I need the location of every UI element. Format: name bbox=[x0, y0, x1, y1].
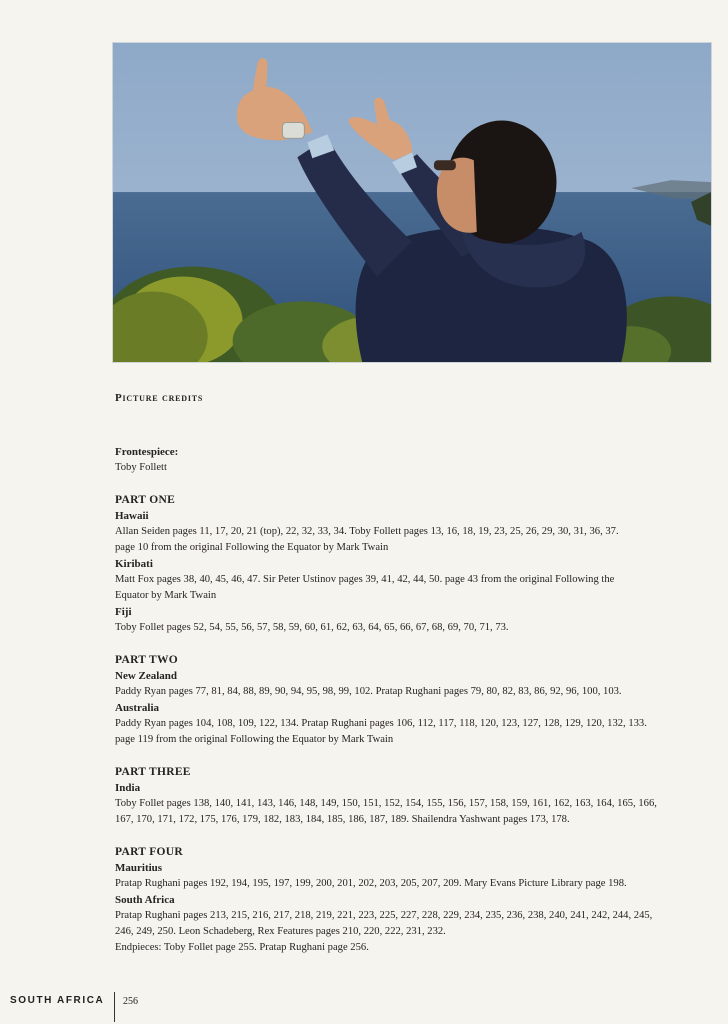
region-name: Mauritius bbox=[115, 862, 163, 874]
region-name: Fiji bbox=[115, 606, 132, 618]
region-name: Australia bbox=[115, 702, 159, 714]
credit-part bbox=[115, 652, 720, 748]
region-name: Hawaii bbox=[115, 510, 149, 522]
credit-part bbox=[115, 844, 720, 956]
credit-line: page 119 from the original Following the Equator by Mark Twain bbox=[115, 734, 394, 745]
credit-line: 246, 249, 250. Leon Schadeberg, Rex Features pages 210, 220, 222, 231, 232. bbox=[115, 926, 446, 937]
credit-line: page 10 from the original Following the Equator by Mark Twain bbox=[115, 542, 389, 553]
credit-line: Endpieces: Toby Follet page 255. Pratap Rughani page 256. bbox=[115, 942, 369, 953]
credit-parts bbox=[115, 492, 720, 956]
picture-credits-section bbox=[115, 392, 720, 956]
credit-line: Allan Seiden pages 11, 17, 20, 21 (top), 22, 32, 33, 34. Toby Follett pages 13, 16, 18, 19, 23, 25, 26, 29, 30, 31, 36, 37. bbox=[115, 526, 619, 537]
credit-line: Equator by Mark Twain bbox=[115, 590, 217, 601]
man-giving-thumbs-up-photo bbox=[112, 42, 712, 363]
credit-line: Paddy Ryan pages 104, 108, 109, 122, 134. Pratap Rughani pages 106, 112, 117, 118, 120, 123, 127, 128, 129, 120, 132, 133. bbox=[115, 718, 647, 729]
region-name: New Zealand bbox=[115, 670, 178, 682]
credit-line: Pratap Rughani pages 192, 194, 195, 197, 199, 200, 201, 202, 203, 205, 207, 209. Mary Evans Picture Library page 198. bbox=[115, 878, 627, 889]
part-title: PART THREE bbox=[115, 766, 191, 778]
region-name: South Africa bbox=[115, 894, 175, 906]
photo-illustration bbox=[113, 43, 711, 362]
picture-credits-title: Picture credits bbox=[115, 392, 204, 404]
part-title: PART FOUR bbox=[115, 846, 183, 858]
part-title: PART TWO bbox=[115, 654, 179, 666]
region-name: India bbox=[115, 782, 141, 794]
credit-line: Toby Follet pages 138, 140, 141, 143, 146, 148, 149, 150, 151, 152, 154, 155, 156, 157, 158, 159, 161, 162, 163, 164, 165, 166, bbox=[115, 798, 657, 809]
footer-section-title: SOUTH AFRICA bbox=[10, 995, 105, 1006]
page-number: 256 bbox=[123, 996, 138, 1007]
frontespiece-text: Toby Follett bbox=[115, 462, 167, 473]
credit-line: Pratap Rughani pages 213, 215, 216, 217, 218, 219, 221, 223, 225, 227, 228, 229, 234, 235, 236, 238, 240, 241, 242, 244, 245, bbox=[115, 910, 653, 921]
credit-line: Matt Fox pages 38, 40, 45, 46, 47. Sir Peter Ustinov pages 39, 41, 42, 44, 50. page 43 from the original Following the bbox=[115, 574, 615, 585]
credit-line: Paddy Ryan pages 77, 81, 84, 88, 89, 90, 94, 95, 98, 99, 102. Pratap Rughani pages 79, 80, 82, 83, 86, 92, 96, 100, 103. bbox=[115, 686, 622, 697]
credit-part bbox=[115, 492, 720, 636]
credit-line: Toby Follet pages 52, 54, 55, 56, 57, 58, 59, 60, 61, 62, 63, 64, 65, 66, 67, 68, 69, 70, 71, 73. bbox=[115, 622, 509, 633]
credit-part bbox=[115, 764, 720, 828]
region-name: Kiribati bbox=[115, 558, 153, 570]
footer-divider bbox=[114, 992, 115, 1022]
frontespiece-label: Frontespiece: bbox=[115, 446, 179, 458]
part-title: PART ONE bbox=[115, 494, 176, 506]
credit-line: 167, 170, 171, 172, 175, 176, 179, 182, 183, 184, 185, 186, 187, 189. Shailendra Yashwant pages 173, 178. bbox=[115, 814, 570, 825]
frontespiece-credit bbox=[115, 445, 720, 476]
